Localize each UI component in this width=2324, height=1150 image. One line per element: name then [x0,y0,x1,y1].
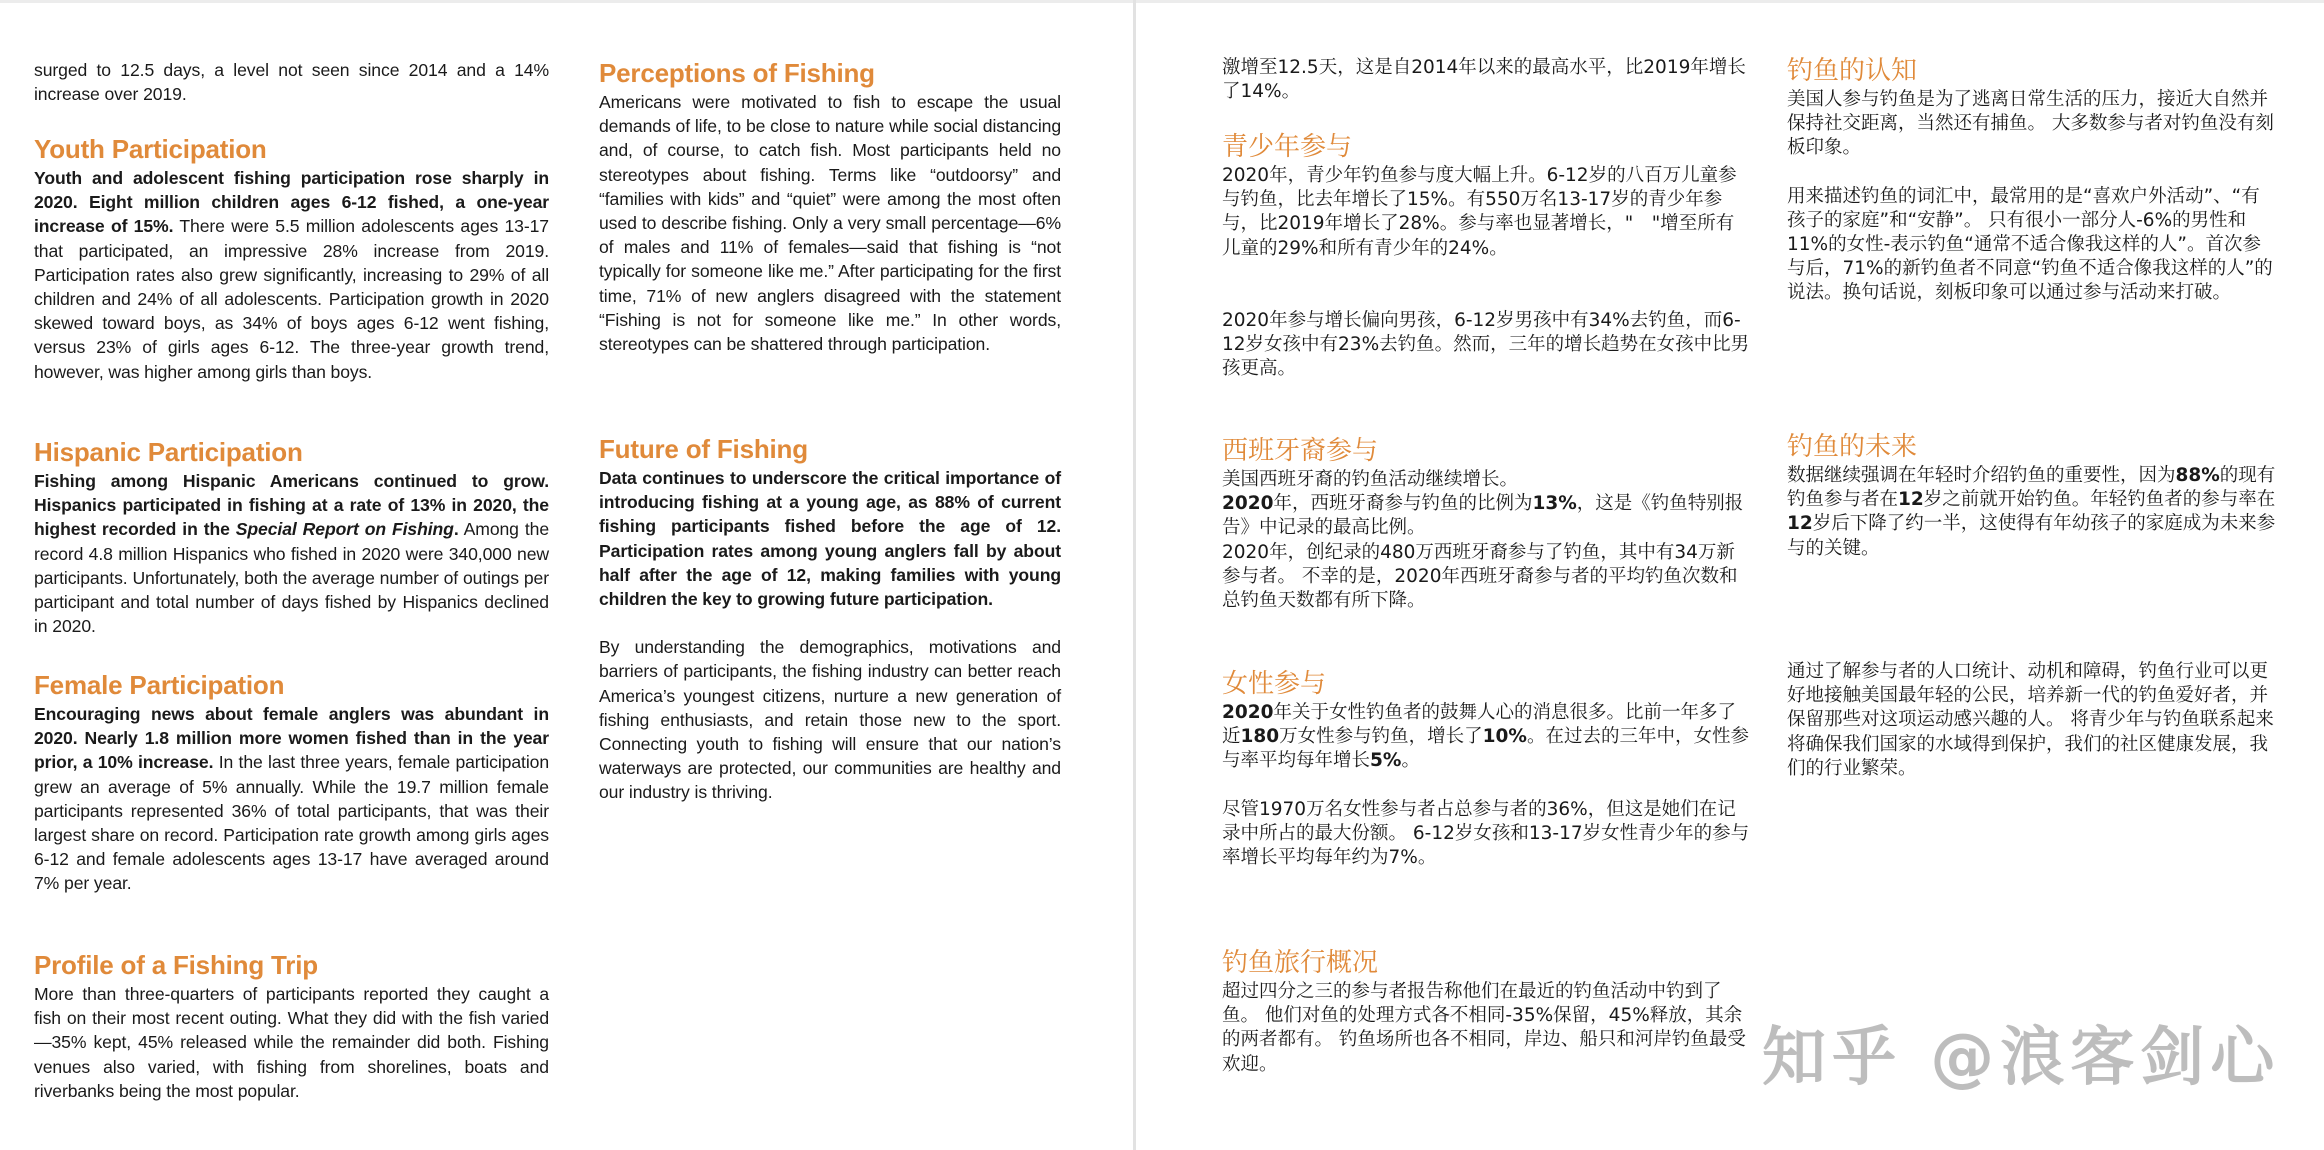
hispanic-line-3: 2020年，创纪录的480万西班牙裔参与了钓鱼，其中有34万新参与者。 不幸的是，2020年西班牙裔参与者的平均钓鱼次数和总钓鱼天数都有所下降。 [1222,541,1738,612]
bold-num: 180 [1240,726,1280,748]
top-rule [0,0,2324,3]
section-future-of-fishing [599,432,1061,805]
text: 。 [1401,750,1420,772]
section-heading: 女性参与 [1222,669,1327,699]
section-heading: 钓鱼旅行概况 [1222,948,1379,978]
text: 的现有钓鱼参与者在 [1787,465,2276,511]
lead-bold-text: Youth and adolescent fishing participation rose sharply in 2020. Eight million children ages 6-12 fished, a one-year increase of 15%. [34,168,549,237]
section-body: 超过四分之三的参与者报告称他们在最近的钓鱼活动中钓到了鱼。 他们对鱼的处理方式各不相同-35%保留，45%释放，其余的两者都有。 钓鱼场所也各不相同，岸边、船只和河岸钓鱼最受欢迎。 [1222,981,1746,1075]
carryover-text: surged to 12.5 days, a level not seen since 2014 and a 14% increase over 2019. [34,60,549,105]
bold-num: 2020 [1222,702,1274,723]
bold-num: 5% [1370,750,1402,772]
lead-bold-paragraph: Data continues to underscore the critical importance of introducing fishing at a young age, as 88% of current fishing participants fished before the age of 12. Participation rates among young anglers fall by about half after the age of 12, making families with young children the key to growing future participation. [599,468,1061,610]
future-paragraph-1 [1787,464,2277,561]
text: 岁后下降了约一半，这使得有年幼孩子的家庭成为未来参与的关键。 [1787,513,2276,559]
lead-bold-text: Fishing among Hispanic Americans continued to grow. Hispanics participated in fishing at a rate of 13% in 2020, the highest recorded in the [34,471,549,540]
bold-num: 12 [1898,489,1924,511]
section-heading: 钓鱼的未来 [1787,432,1918,462]
lead-bold-text: Encouraging news about female anglers was abundant in 2020. Nearly 1.8 million more women fished than in the year prior, a 10% increase. [34,704,549,773]
watermark-text: 知乎 @浪客剑心 [1762,1021,2281,1095]
carryover-paragraph [1222,56,1752,104]
bold-year: 2020 [1222,493,1274,515]
section-body-2: 2020年参与增长偏向男孩，6-12岁男孩中有34%去钓鱼，而6-12岁女孩中有23%去钓鱼。然而，三年的增长趋势在女孩中比男孩更高。 [1222,309,1750,380]
closing-paragraph-zh [1787,660,2277,781]
report-title: Special Report on Fishing [235,519,454,540]
bold-percent: 13% [1532,493,1577,515]
perceptions-paragraph-1: 美国人参与钓鱼是为了逃离日常生活的压力，接近大自然并保持社交距离，当然还有捕鱼。 大多数参与者对钓鱼没有刻板印象。 [1787,89,2274,159]
section-hispanic-participation [34,435,549,638]
hispanic-line-1: 美国西班牙裔的钓鱼活动继续增长。 [1222,469,1519,490]
body-text: Among the record 4.8 million Hispanics who fished in 2020 were 340,000 new participants. Unfortunately, both the average number of outings per participant and total number of days fished by Hispanics declined in 2020. [34,519,549,637]
section-female-participation [34,668,549,896]
carryover-paragraph [34,58,549,106]
text: 数据继续强调在年轻时介绍钓鱼的重要性，因为 [1787,465,2176,486]
section-heading: Youth Participation [34,134,267,164]
section-future-zh [1787,430,2277,561]
hispanic-line-2 [1222,492,1752,540]
text: 岁之前就开始钓鱼。年轻钓鱼者的参与率在 [1923,489,2276,511]
section-body: More than three-quarters of participants reported they caught a fish on their most recent outing. What they did with the fish varied—35% kept, 45% released while the remainder did both. Fishing venues also varied, with fishing from shorelines, boats and riverbanks being the most popular. [34,984,549,1101]
text: 。在过去的三年中，女性参与率平均每年增长 [1222,726,1749,772]
page-divider [1133,0,1136,1150]
section-youth-participation [34,132,549,384]
section-perceptions-of-fishing [599,56,1061,356]
text: ，这是《钓鱼特别报告》中记录的最高比例。 [1222,493,1744,539]
section-female-participation-zh [1222,667,1752,870]
carryover-text: 激增至12.5天，这是自2014年以来的最高水平，比2019年增长了14%。 [1222,57,1746,103]
female-paragraph-1 [1222,701,1752,774]
section-heading: Female Participation [34,670,285,700]
bold-num: 10% [1482,726,1527,748]
female-paragraph-2: 尽管1970万名女性参与者占总参与者的36%，但这是她们在记录中所占的最大份额。 6-12岁女孩和13-17岁女性青少年的参与率增长平均每年约为7%。 [1222,798,1750,869]
section-body: By understanding the demographics, motivations and barriers of participants, the fishing industry can better reach America’s youngest citizens, nurture a new generation of fishing enthusiasts, and retain those new to the sport. Connecting youth to fishing will ensure that our nation’s waterways are protected, our communities are healthy and our industry is thriving. [599,637,1061,803]
bold-num: 88% [2175,465,2220,486]
lead-end-punct: . [453,519,459,540]
bold-num: 12 [1787,513,1813,535]
section-body: Americans were motivated to fish to escape the usual demands of life, to be close to nature while social distancing and, of course, to catch fish. Most participants held no stereotypes about fishing. Terms like “outdoorsy” and “families with kids” and “quiet” were among the most often used to describe fishing. Only a very small percentage—6% of males and 11% of females—said that fishing is “not typically for someone like me.” After participating for the first time, 71% of new anglers disagreed with the statement “Fishing is not for someone like me.” In other words, stereotypes can be shattered through participation. [599,92,1061,355]
section-youth-participation-zh [1222,130,1752,381]
text: 年关于女性钓鱼者的鼓舞人心的消息很多。比前一年多了近 [1222,702,1737,748]
body-text: There were 5.5 million adolescents ages 13-17 that participated, an impressive 28% increase from 2019. Participation rates also grew significantly, increasing to 29% of all children and 24% of all adolescents. Participation growth in 2020 skewed toward boys, as 34% of boys ages 6-12 went fishing, versus 23% of girls ages 6-12. The three-year growth trend, however, was higher among girls than boys. [34,216,549,382]
section-heading: 钓鱼的认知 [1787,56,1918,86]
text: 年，西班牙裔参与钓鱼的比例为 [1273,493,1533,515]
section-body [34,702,549,896]
section-profile-fishing-trip [34,948,549,1103]
section-heading: 青少年参与 [1222,132,1353,162]
body-text: In the last three years, female participation grew an average of 5% annually. While the 19.7 million female participants represented 36% of total participants, that was their largest share on record. Participation rate growth among girls ages 6-12 and female adolescents ages 13-17 have averaged around 7% per year. [34,752,550,894]
perceptions-paragraph-2: 用来描述钓鱼的词汇中，最常用的是“喜欢户外活动”、“有孩子的家庭”和“安静”。 只有很小一部分人-6%的男性和11%的女性-表示钓鱼“通常不适合像我这样的人”。首次参与后，71%的新钓鱼者不同意“钓鱼不适合像我这样的人”的说法。换句话说，刻板印象可以通过参与活动来打破。 [1787,185,2273,304]
section-heading: Profile of a Fishing Trip [34,950,318,980]
section-body [34,469,549,638]
text: 万女性参与钓鱼，增长了 [1279,726,1483,748]
section-perceptions-zh [1787,54,2277,306]
section-heading: Hispanic Participation [34,437,303,467]
section-fishing-trip-zh [1222,946,1752,1077]
section-heading: Future of Fishing [599,434,808,464]
section-heading: 西班牙裔参与 [1222,436,1379,466]
section-body [34,166,549,384]
section-body: 2020年，青少年钓鱼参与度大幅上升。6-12岁的八百万儿童参与钓鱼，比去年增长了15%。有550万名13-17岁的青少年参与，比2019年增长了28%。参与率也显著增长，" "增至所有儿童的29%和所有青少年的24%。 [1222,165,1737,259]
section-heading: Perceptions of Fishing [599,58,875,88]
section-hispanic-participation-zh [1222,434,1752,613]
closing-text: 通过了解参与者的人口统计、动机和障碍，钓鱼行业可以更好地接触美国最年轻的公民，培养新一代的钓鱼爱好者，并保留那些对这项运动感兴趣的人。 将青少年与钓鱼联系起来将确保我们国家的水域得到保护，我们的社区健康发展，我们的行业繁荣。 [1787,661,2274,779]
